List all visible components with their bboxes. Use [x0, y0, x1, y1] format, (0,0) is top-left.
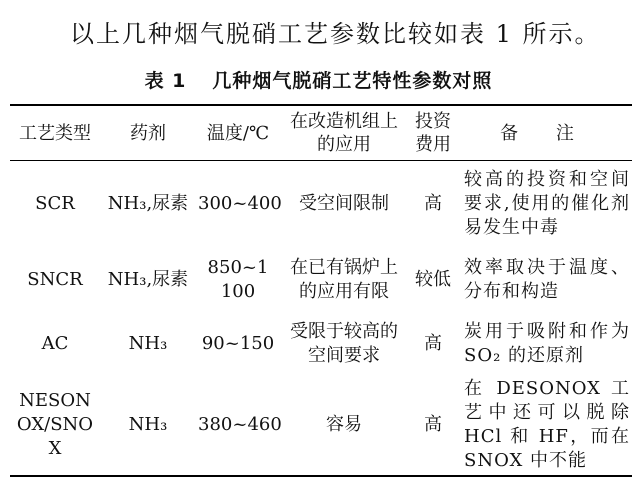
cell-agent: NH₃,尿素 [107, 192, 189, 214]
cell-note: 炭用于吸附和作为 SO₂ 的还原剂 [464, 320, 630, 366]
cell-process: NESONOX/SNOX [16, 389, 94, 459]
cell-temperature: 380~460 [198, 413, 282, 435]
cell-application: 在已有锅炉上的应用有限 [290, 256, 398, 302]
cell-temperature: 90~150 [201, 332, 275, 354]
header-remarks: 备 注 [500, 122, 590, 144]
table-row [10, 247, 632, 313]
cell-temperature: 850~1 100 [207, 256, 269, 302]
header-process-type: 工艺类型 [19, 122, 91, 144]
cell-process: SNCR [27, 268, 83, 290]
cell-application: 受限于较高的空间要求 [290, 320, 398, 366]
cell-agent: NH₃ [128, 332, 168, 354]
table-row [10, 313, 632, 375]
cell-agent: NH₃ [128, 413, 168, 435]
cell-cost: 较低 [415, 268, 451, 290]
cell-application: 容易 [326, 413, 362, 435]
cell-cost: 高 [424, 332, 442, 354]
cell-cost: 高 [424, 192, 442, 214]
table-caption [0, 66, 637, 93]
header-agent: 药剂 [130, 122, 166, 144]
cell-note: 较高的投资和空间要求,使用的催化剂易发生中毒 [464, 168, 630, 238]
table-row [10, 375, 632, 476]
header-retrofit-application: 在改造机组上的应用 [290, 111, 398, 155]
cell-application: 受空间限制 [299, 192, 389, 214]
table-caption-title: 几种烟气脱硝工艺特性参数对照 [212, 70, 493, 92]
header-temperature: 温度/℃ [206, 122, 270, 144]
cell-cost: 高 [424, 413, 442, 435]
header-investment-cost: 投资费用 [415, 111, 451, 155]
cell-note: 效率取决于温度、分布和构造 [464, 256, 630, 302]
table-caption-number: 表 1 [144, 70, 187, 92]
table-row [10, 161, 632, 247]
intro-paragraph: 以上几种烟气脱硝工艺参数比较如表 1 所示。 [70, 20, 601, 48]
cell-temperature: 300~400 [198, 192, 282, 214]
process-parameters-table [10, 104, 632, 477]
cell-agent: NH₃,尿素 [107, 268, 189, 290]
cell-note: 在 DESONOX 工艺中还可以脱除 HCl 和 HF，而在 SNOX 中不能 [464, 377, 630, 471]
table-header-row [10, 105, 632, 161]
cell-process: SCR [35, 192, 75, 214]
cell-process: AC [41, 332, 69, 354]
